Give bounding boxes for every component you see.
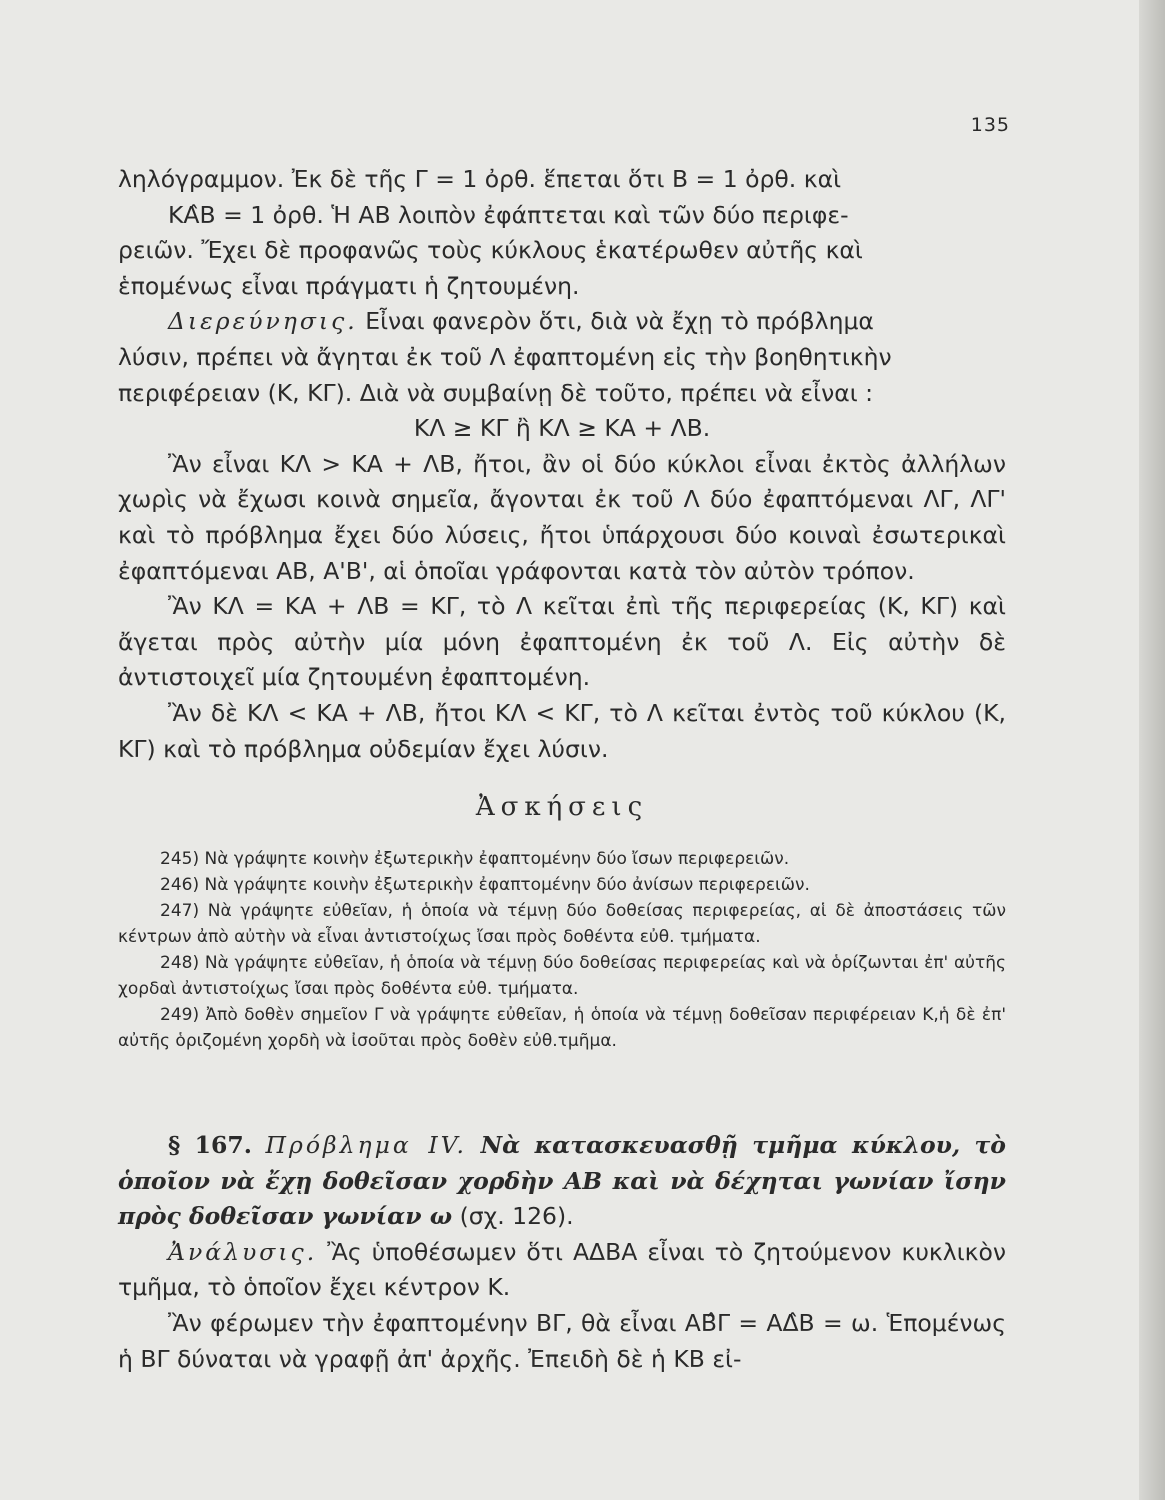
- paragraph-line: ληλόγραμμον. Ἐκ δὲ τῆς Γ = 1 ὀρθ. ἕπεται ὅτι Β = 1 ὀρθ. καὶ: [118, 165, 842, 193]
- problem-label: Πρόβλημα IV.: [265, 1131, 467, 1159]
- case-paragraph: Ἂν ΚΛ = ΚΑ + ΛΒ = ΚΓ, τὸ Λ κεῖται ἐπὶ τῆς περιφερείας (Κ, ΚΓ) καὶ ἄγεται πρὸς αὐτὴν μία μόνη ἐφαπτομένη ἐκ τοῦ Λ. Εἰς αὐτὴν δὲ ἀντιστοιχεῖ μία ζητουμένη ἐφαπτομένη.: [118, 592, 1006, 692]
- paragraph-line: περιφέρειαν (Κ, ΚΓ). Διὰ νὰ συμβαίνῃ δὲ τοῦτο, πρέπει νὰ εἶναι :: [118, 378, 874, 407]
- figure-ref: (σχ. 126).: [452, 1202, 574, 1231]
- discussion-paragraph: [118, 304, 1006, 340]
- exercise-item: 247) Νὰ γράψητε εὐθεῖαν, ἡ ὁποία νὰ τέμνῃ δύο δοθείσας περιφερείας, αἱ δὲ ἀποστάσεις τῶν κέντρων ἀπὸ αὐτὴν νὰ εἶναι ἀντιστοίχως ἴσαι πρὸς δοθέντα εὐθ. τμήματα.: [118, 901, 1006, 947]
- analysis-paragraph: Ἂν φέρωμεν τὴν ἐφαπτομένην ΒΓ, θὰ εἶναι ΑΒ̂Γ = ΑΔ̂Β = ω. Ἑπομένως ἡ ΒΓ δύναται νὰ γραφῇ ἀπ' ἀρχῆς. Ἐπειδὴ δὲ ἡ ΚΒ εἰ-: [118, 1308, 1006, 1373]
- analysis-text: Ἂς ὑποθέσωμεν ὅτι ΑΔΒΑ εἶναι τὸ ζητούμενον κυκλικὸν τμῆμα, τὸ ὁποῖον ἔχει κέντρον Κ.: [118, 1237, 1006, 1302]
- problem-text: Νὰ κατασκευασθῇ τμῆμα κύκλου, τὸ ὁποῖον νὰ ἔχῃ δοθεῖσαν χορδὴν ΑΒ καὶ νὰ δέχηται γωνίαν ἴσην πρὸς δοθεῖσαν γωνίαν ω: [118, 1131, 1006, 1231]
- formula: ΚΛ ≥ ΚΓ ἢ ΚΛ ≥ ΚΑ + ΛΒ.: [413, 414, 711, 443]
- exercises-heading: Ἀσκήσεις: [475, 792, 649, 822]
- paragraph-line: ρειῶν. Ἔχει δὲ προφανῶς τοὺς κύκλους ἑκατέρωθεν αὐτῆς καὶ: [118, 236, 863, 265]
- paragraph-line: λύσιν, πρέπει νὰ ἄγηται ἐκ τοῦ Λ ἐφαπτομένη εἰς τὴν βοηθητικὴν: [118, 342, 892, 371]
- case-paragraph: Ἂν εἶναι ΚΛ > ΚΑ + ΛΒ, ἤτοι, ἂν οἱ δύο κύκλοι εἶναι ἐκτὸς ἀλλήλων χωρὶς νὰ ἔχωσι κοινὰ σημεῖα, ἄγονται ἐκ τοῦ Λ δύο ἐφαπτόμεναι ΛΓ, ΛΓ' καὶ τὸ πρόβλημα ἔχει δύο λύσεις, ἤτοι ὑπάρχουσι δύο κοιναὶ ἐσωτερικαὶ ἐφαπτόμεναι ΑΒ, Α'Β', αἱ ὁποῖαι γράφονται κατὰ τὸν αὐτὸν τρόπον.: [118, 449, 1006, 585]
- case-paragraph: Ἂν δὲ ΚΛ < ΚΑ + ΛΒ, ἤτοι ΚΛ < ΚΓ, τὸ Λ κεῖται ἐντὸς τοῦ κύκλου (Κ, ΚΓ) καὶ τὸ πρόβλημα οὐδεμίαν ἔχει λύσιν.: [118, 698, 1006, 763]
- exercise-item: 245) Νὰ γράψητε κοινὴν ἐξωτερικὴν ἐφαπτομένην δύο ἴσων περιφερειῶν.: [160, 849, 790, 869]
- exercise-item: 248) Νὰ γράψητε εὐθεῖαν, ἡ ὁποία νὰ τέμνῃ δύο δοθείσας περιφερείας καὶ νὰ ὁρίζωνται ἐπ' αὐτῆς χορδαὶ ἀντιστοίχως ἴσαι πρὸς δοθέντα εὐθ. τμήματα.: [118, 953, 1006, 999]
- page-number: 135: [970, 114, 1010, 136]
- paragraph-line: ΚΑ̂Β = 1 ὀρθ. Ἡ ΑΒ λοιπὸν ἐφάπτεται καὶ τῶν δύο περιφε-: [168, 200, 849, 229]
- problem-section: [118, 1128, 1006, 1377]
- analysis-label: Ἀνάλυσις.: [168, 1237, 318, 1266]
- exercise-item: 249) Ἀπὸ δοθὲν σημεῖον Γ νὰ γράψητε εὐθεῖαν, ἡ ὁποία νὰ τέμνῃ δοθεῖσαν περιφέρειαν Κ,ἡ δὲ ἐπ' αὐτῆς ὁριζομένη χορδὴ νὰ ἰσοῦται πρὸς δοθὲν εὐθ.τμῆμα.: [118, 1005, 1006, 1051]
- exercise-item: 246) Νὰ γράψητε κοινὴν ἐξωτερικὴν ἐφαπτομένην δύο ἀνίσων περιφερειῶν.: [160, 875, 810, 895]
- discussion-label: Διερεύνησις.: [168, 307, 358, 336]
- discussion-text: Εἶναι φανερὸν ὅτι, διὰ νὰ ἔχῃ τὸ πρόβλημα: [357, 307, 874, 336]
- exercises-list: [118, 846, 1006, 1054]
- problem-statement: [118, 1128, 1006, 1235]
- page-edge: [1139, 0, 1165, 1500]
- paragraph-line: ἑπομένως εἶναι πράγματι ἡ ζητουμένη.: [118, 271, 580, 300]
- analysis-paragraph: [118, 1235, 1006, 1306]
- body-text: [118, 162, 1006, 767]
- section-number: § 167.: [168, 1131, 252, 1159]
